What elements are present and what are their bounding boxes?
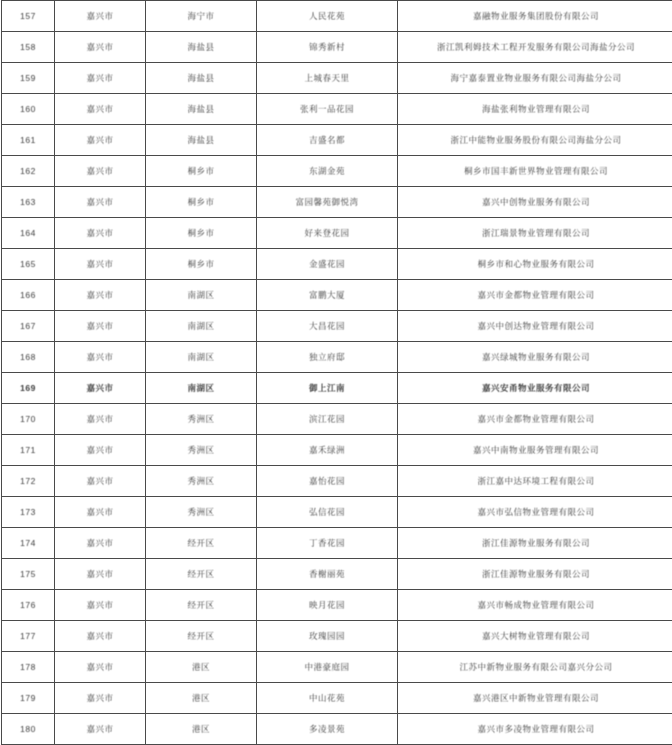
cell-city: 嘉兴市: [55, 63, 146, 94]
cell-district: 南湖区: [146, 311, 257, 342]
cell-estate-name: 多凌景苑: [257, 714, 398, 745]
table-row: [2, 342, 672, 373]
cell-index: 159: [2, 63, 55, 94]
table-row: [2, 714, 672, 745]
cell-company: 嘉兴市金都物业管理有限公司: [398, 280, 672, 311]
cell-district: 港区: [146, 683, 257, 714]
table-row: [2, 1, 672, 32]
cell-estate-name: 嘉怡花园: [257, 466, 398, 497]
cell-district: 海宁市: [146, 1, 257, 32]
cell-estate-name: 大昌花园: [257, 311, 398, 342]
cell-estate-name: 滨江花园: [257, 404, 398, 435]
table-row: [2, 652, 672, 683]
cell-district: 桐乡市: [146, 156, 257, 187]
cell-estate-name: 金盛花园: [257, 249, 398, 280]
cell-estate-name: 映月花园: [257, 590, 398, 621]
cell-district: 桐乡市: [146, 187, 257, 218]
cell-district: 港区: [146, 714, 257, 745]
cell-city: 嘉兴市: [55, 249, 146, 280]
cell-district: 经开区: [146, 559, 257, 590]
cell-company: 嘉兴中创物业服务有限公司: [398, 187, 672, 218]
cell-company: 桐乡市国丰新世界物业管理有限公司: [398, 156, 672, 187]
cell-estate-name: 富园馨苑御悦湾: [257, 187, 398, 218]
cell-company: 嘉兴港区中新物业管理有限公司: [398, 683, 672, 714]
cell-district: 南湖区: [146, 342, 257, 373]
cell-estate-name: 富鹏大厦: [257, 280, 398, 311]
cell-city: 嘉兴市: [55, 1, 146, 32]
cell-company: 嘉兴安甬物业服务有限公司: [398, 373, 672, 404]
cell-estate-name: 丁香花园: [257, 528, 398, 559]
cell-district: 桐乡市: [146, 249, 257, 280]
cell-index: 172: [2, 466, 55, 497]
table-body: [2, 1, 672, 745]
cell-city: 嘉兴市: [55, 342, 146, 373]
cell-city: 嘉兴市: [55, 94, 146, 125]
table-row: [2, 311, 672, 342]
cell-index: 158: [2, 32, 55, 63]
table-row: [2, 559, 672, 590]
table-row: [2, 497, 672, 528]
cell-district: 秀洲区: [146, 466, 257, 497]
cell-estate-name: 玫瑰园园: [257, 621, 398, 652]
cell-index: 170: [2, 404, 55, 435]
cell-index: 160: [2, 94, 55, 125]
cell-city: 嘉兴市: [55, 652, 146, 683]
cell-estate-name: 嘉禾绿洲: [257, 435, 398, 466]
cell-index: 163: [2, 187, 55, 218]
cell-index: 167: [2, 311, 55, 342]
cell-district: 海盐县: [146, 32, 257, 63]
cell-city: 嘉兴市: [55, 497, 146, 528]
cell-company: 嘉融物业服务集团股份有限公司: [398, 1, 672, 32]
cell-company: 浙江中能物业服务股份有限公司海盐分公司: [398, 125, 672, 156]
cell-district: 海盐县: [146, 125, 257, 156]
cell-district: 经开区: [146, 590, 257, 621]
cell-index: 180: [2, 714, 55, 745]
cell-company: 嘉兴市多凌物业管理有限公司: [398, 714, 672, 745]
cell-company: 嘉兴中南物业服务管理有限公司: [398, 435, 672, 466]
cell-city: 嘉兴市: [55, 125, 146, 156]
table-row: [2, 249, 672, 280]
cell-district: 海盐县: [146, 63, 257, 94]
cell-estate-name: 弘信花园: [257, 497, 398, 528]
cell-estate-name: 张利一品花园: [257, 94, 398, 125]
table-row: [2, 32, 672, 63]
table-row: [2, 187, 672, 218]
cell-estate-name: 吉盛名都: [257, 125, 398, 156]
cell-company: 浙江佳源物业服务有限公司: [398, 559, 672, 590]
cell-index: 166: [2, 280, 55, 311]
cell-index: 161: [2, 125, 55, 156]
cell-district: 桐乡市: [146, 218, 257, 249]
cell-index: 179: [2, 683, 55, 714]
cell-company: 嘉兴绿城物业服务有限公司: [398, 342, 672, 373]
cell-index: 168: [2, 342, 55, 373]
cell-company: 江苏中新物业服务有限公司嘉兴分公司: [398, 652, 672, 683]
cell-district: 经开区: [146, 621, 257, 652]
cell-city: 嘉兴市: [55, 311, 146, 342]
cell-company: 浙江凯利姆技术工程开发服务有限公司海盐分公司: [398, 32, 672, 63]
cell-company: 海盐张利物业管理有限公司: [398, 94, 672, 125]
cell-index: 162: [2, 156, 55, 187]
cell-district: 海盐县: [146, 94, 257, 125]
cell-index: 165: [2, 249, 55, 280]
cell-district: 秀洲区: [146, 497, 257, 528]
cell-index: 169: [2, 373, 55, 404]
cell-city: 嘉兴市: [55, 156, 146, 187]
table-row: [2, 621, 672, 652]
cell-estate-name: 上城春天里: [257, 63, 398, 94]
cell-estate-name: 东湖金苑: [257, 156, 398, 187]
table-row: [2, 156, 672, 187]
cell-city: 嘉兴市: [55, 528, 146, 559]
cell-city: 嘉兴市: [55, 683, 146, 714]
cell-district: 秀洲区: [146, 435, 257, 466]
table-row: [2, 94, 672, 125]
table-row: [2, 373, 672, 404]
cell-estate-name: 中港豪庭园: [257, 652, 398, 683]
cell-company: 嘉兴中创达物业管理有限公司: [398, 311, 672, 342]
cell-company: 嘉兴市弘信物业管理有限公司: [398, 497, 672, 528]
cell-district: 经开区: [146, 528, 257, 559]
cell-district: 南湖区: [146, 373, 257, 404]
estate-list-table: [1, 0, 672, 745]
table-row: [2, 63, 672, 94]
cell-district: 南湖区: [146, 280, 257, 311]
table-row: [2, 528, 672, 559]
cell-city: 嘉兴市: [55, 280, 146, 311]
cell-company: 桐乡市和心物业服务有限公司: [398, 249, 672, 280]
cell-company: 浙江嘉中达环境工程有限公司: [398, 466, 672, 497]
cell-index: 174: [2, 528, 55, 559]
cell-district: 秀洲区: [146, 404, 257, 435]
cell-index: 173: [2, 497, 55, 528]
cell-company: 浙江佳源物业服务有限公司: [398, 528, 672, 559]
cell-company: 嘉兴大树物业管理有限公司: [398, 621, 672, 652]
cell-city: 嘉兴市: [55, 32, 146, 63]
cell-company: 嘉兴市金都物业管理有限公司: [398, 404, 672, 435]
cell-company: 海宁嘉泰置业物业服务有限公司海盐分公司: [398, 63, 672, 94]
cell-company: 嘉兴市畅成物业管理有限公司: [398, 590, 672, 621]
cell-estate-name: 好来登花园: [257, 218, 398, 249]
cell-estate-name: 香榭丽苑: [257, 559, 398, 590]
cell-city: 嘉兴市: [55, 559, 146, 590]
table-row: [2, 435, 672, 466]
cell-city: 嘉兴市: [55, 621, 146, 652]
cell-index: 171: [2, 435, 55, 466]
cell-estate-name: 中山花苑: [257, 683, 398, 714]
cell-city: 嘉兴市: [55, 435, 146, 466]
table-row: [2, 218, 672, 249]
cell-estate-name: 独立府邸: [257, 342, 398, 373]
cell-city: 嘉兴市: [55, 466, 146, 497]
cell-index: 157: [2, 1, 55, 32]
cell-city: 嘉兴市: [55, 373, 146, 404]
cell-index: 178: [2, 652, 55, 683]
cell-city: 嘉兴市: [55, 714, 146, 745]
cell-index: 176: [2, 590, 55, 621]
cell-index: 164: [2, 218, 55, 249]
cell-estate-name: 御上江南: [257, 373, 398, 404]
cell-company: 浙江瑞景物业管理有限公司: [398, 218, 672, 249]
cell-city: 嘉兴市: [55, 187, 146, 218]
table-row: [2, 683, 672, 714]
table-row: [2, 466, 672, 497]
table-row: [2, 590, 672, 621]
cell-city: 嘉兴市: [55, 590, 146, 621]
cell-estate-name: 人民花苑: [257, 1, 398, 32]
table-row: [2, 125, 672, 156]
cell-city: 嘉兴市: [55, 404, 146, 435]
cell-district: 港区: [146, 652, 257, 683]
cell-index: 175: [2, 559, 55, 590]
cell-city: 嘉兴市: [55, 218, 146, 249]
table-row: [2, 404, 672, 435]
table-row: [2, 280, 672, 311]
cell-index: 177: [2, 621, 55, 652]
cell-estate-name: 锦秀新村: [257, 32, 398, 63]
